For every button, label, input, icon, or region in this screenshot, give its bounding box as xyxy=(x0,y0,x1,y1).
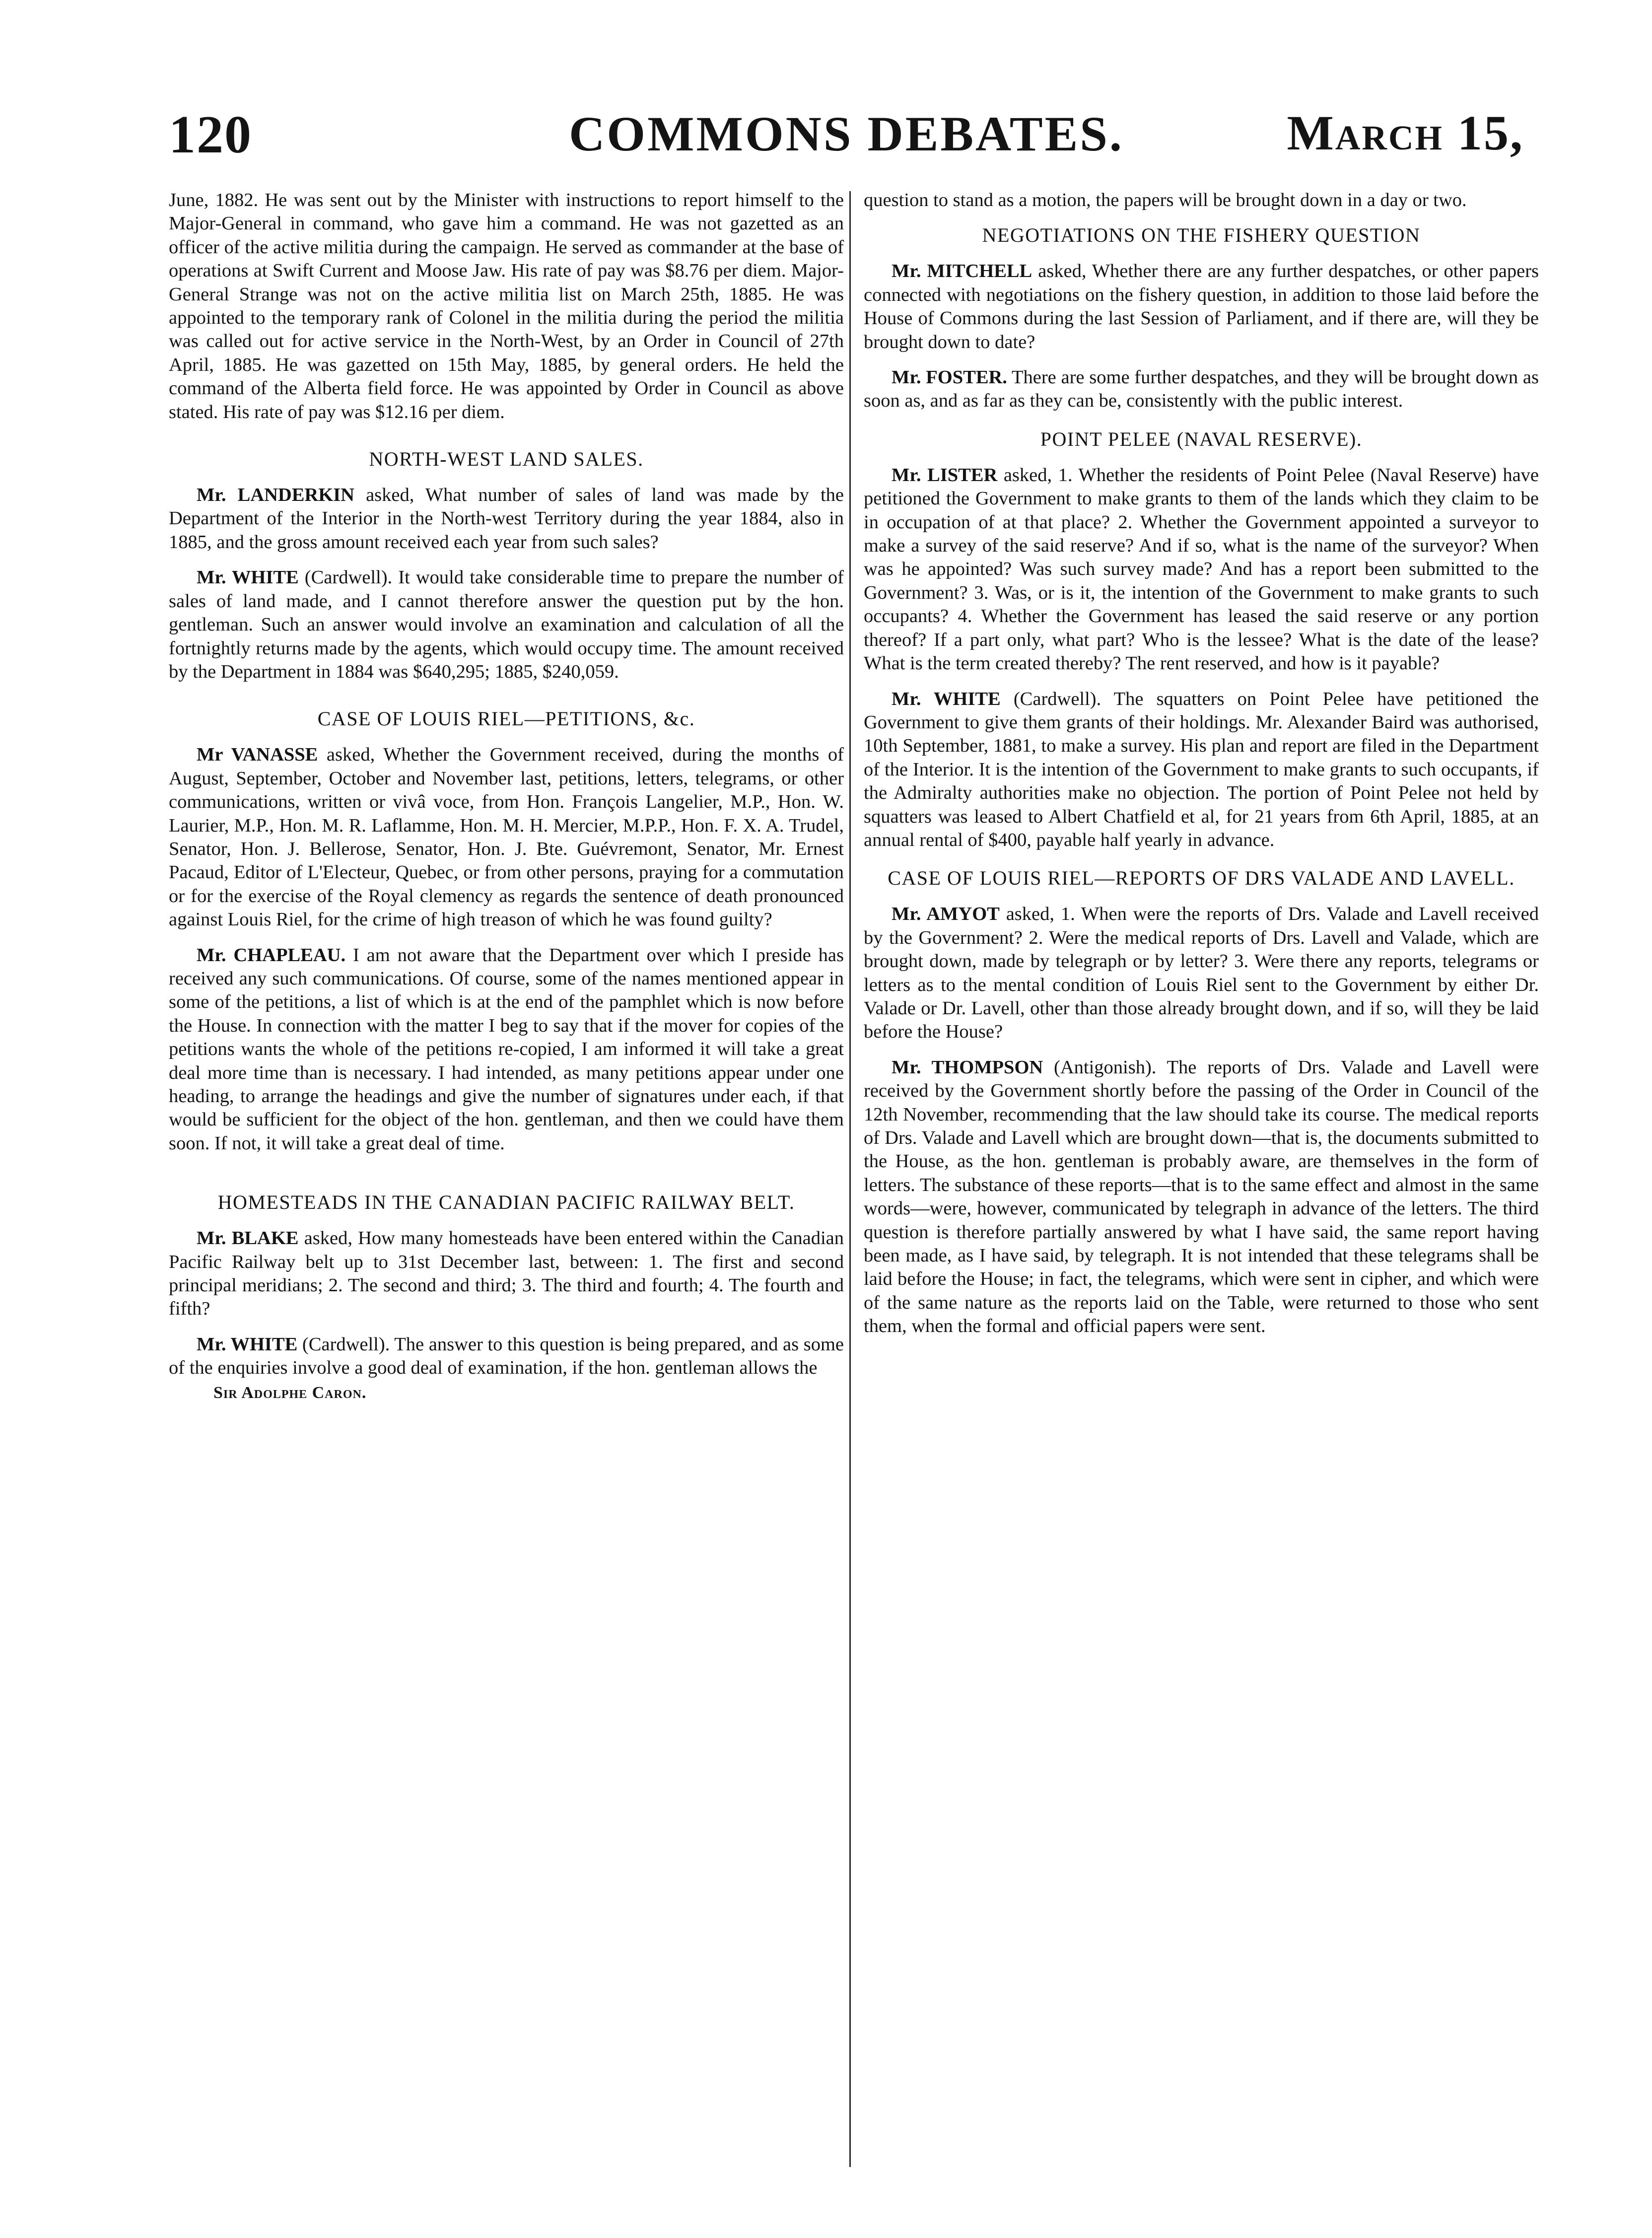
section-heading-point-pelee: POINT PELEE (NAVAL RESERVE). xyxy=(1040,427,1363,450)
speech-text: There are some further despatches, and they will be brought down as soon as, and as far as they can be, consistently with the public interest. xyxy=(864,367,1539,412)
question-paragraph xyxy=(864,464,1539,676)
running-date: March 15, xyxy=(1287,105,1524,160)
page-header xyxy=(169,104,1524,174)
speech-text: asked, Whether there are any further despatches, or other papers connected with negotiations on the fishery question, in addition to those laid before the House of Commons during the last Session of Parliament, and if there are, will they be brought down to date? xyxy=(864,261,1539,352)
speech-text: (Cardwell). The answer to this question is being prepared, and as some of the enquiries involve a good deal of examination, if the hon. gentleman allows the xyxy=(169,1333,844,1379)
speaker-name: Mr VANASSE xyxy=(197,744,318,766)
continued-paragraph: question to stand as a motion, the papers will be brought down in a day or two. xyxy=(864,190,1467,210)
answer-paragraph xyxy=(169,1333,844,1380)
speech-text: (Antigonish). The reports of Drs. Valade and Lavell were received by the Government shortly before the passing of the Order in Council of the 12th November, recommending that the law should take its course. The medical reports of Drs. Valade and Lavell which are brought down—that is, the documents submitted to the House, as the hon. gentleman is probably aware, are themselves in the form of letters. The substance of these reports—that is to the same effect and almost in the same words—were, however, communicated by telegraph in advance of the letters. The third question is therefore partially answered by what I have said, the same report having been made, as I have said, by telegraph. It is not intended that these telegrams shall be laid before the House; in fact, the telegrams, which were sent in cipher, and which were of the same nature as the reports laid on the Table, were returned to those who sent them, when the formal and official papers were sent. xyxy=(864,1056,1539,1337)
section-heading-riel-reports: CASE OF LOUIS RIEL—REPORTS OF DRS VALADE AND LAVELL. xyxy=(888,867,1515,890)
continued-paragraph: June, 1882. He was sent out by the Minister with instructions to report himself to the Major-General in command, who gave him a command. He was not gazetted as an officer of the active militia during the campaign. He served as commander at the base of operations at Swift Current and Moose Jaw. His rate of pay was $8.76 per diem. Major-General Strange was not on the active militia list on March 25th, 1885. He was appointed to the temporary rank of Colonel in the militia during the period the militia was called out for active service in the North-West, by an Order in Council of 27th April, 1885. He was gazetted on 15th May, 1885, by general orders. He held the command of the Alberta field force. He was appointed by Order in Council as above stated. His rate of pay was $12.16 per diem. xyxy=(169,190,844,422)
speech-text: (Cardwell). It would take considerable time to prepare the number of sales of land made, and I cannot therefore answer the question put by the hon. gentleman. Such an answer would involve an examination and calculation of all the fortnightly returns made by the agents, which would occupy time. The amount received by the Department in 1884 was $640,295; 1885, $240,059. xyxy=(169,567,844,682)
speaker-name: Mr. MITCHELL xyxy=(892,261,1032,282)
speaker-name: Mr. THOMPSON xyxy=(892,1056,1043,1078)
column-divider xyxy=(849,191,851,2167)
speaker-name: Mr. LISTER xyxy=(892,464,998,486)
answer-paragraph xyxy=(169,944,844,1156)
speaker-name: Mr. AMYOT xyxy=(892,904,1000,925)
question-paragraph xyxy=(169,1227,844,1321)
signoff: Sir Adolphe Caron. xyxy=(213,1383,367,1402)
answer-paragraph xyxy=(169,566,844,684)
speaker-name: Mr. BLAKE xyxy=(197,1228,299,1249)
speaker-name: Mr. WHITE xyxy=(892,688,1001,709)
question-paragraph xyxy=(864,903,1539,1044)
answer-paragraph xyxy=(864,688,1539,852)
speech-text: (Cardwell). The squatters on Point Pelee have petitioned the Government to give them grants of their holdings. Mr. Alexander Baird was authorised, 10th September, 1881, to make a survey. His plan and report are filed in the Department of the Interior. It is the intention of the Government to make grants to such occupants, if the Admiralty authorities make no objection. The portion of Point Pelee not held by squatters was leased to Albert Chatfield et al, for 21 years from 6th April, 1885, at an annual rental of $400, payable half yearly in advance. xyxy=(864,688,1539,850)
section-heading-homesteads: HOMESTEADS IN THE CANADIAN PACIFIC RAILWAY BELT. xyxy=(217,1191,795,1214)
question-paragraph xyxy=(864,260,1539,354)
speech-text: asked, What number of sales of land was made by the Department of the Interior in the North-west Territory during the year 1884, also in 1885, and the gross amount received each year from such sales? xyxy=(169,485,844,553)
speech-text: I am not aware that the Department over which I preside has received any such communications. Of course, some of the names mentioned appear in some of the petitions, a list of which is at the end of the pamphlet which is now before the House. In connection with the matter I beg to say that if the mover for copies of the petitions wants the whole of the petitions re-copied, I am informed it will take a great deal more time than is necessary. I had intended, as many petitions appear under one heading, to arrange the headings and give the number of signatures under each, if that would be sufficient for the object of the hon. gentleman, and then we could have them soon. If not, it will take a great deal of time. xyxy=(169,944,844,1154)
speaker-name: Mr. LANDERKIN xyxy=(197,485,354,506)
speech-text: asked, How many homesteads have been entered within the Canadian Pacific Railway belt up to 31st December last, between: 1. The first and second principal meridians; 2. The second and third; 3. The third and fourth; 4. The fourth and fifth? xyxy=(169,1228,844,1320)
section-heading-riel-petitions: CASE OF LOUIS RIEL—PETITIONS, &c. xyxy=(317,707,695,730)
speaker-name: Mr. CHAPLEAU. xyxy=(197,944,346,966)
question-paragraph xyxy=(169,743,844,931)
answer-paragraph xyxy=(864,1056,1539,1338)
speech-text: asked, Whether the Government received, during the months of August, September, October and November last, petitions, letters, telegrams, or other communications, written or vivâ voce, from Hon. François Langelier, M.P., Hon. W. Laurier, M.P., Hon. M. R. Laflamme, Hon. M. H. Mercier, M.P.P., Hon. F. X. A. Trudel, Senator, Hon. J. Bellerose, Senator, Hon. J. Bte. Guévremont, Senator, Mr. Ernest Pacaud, Editor of L'Electeur, Quebec, or from other persons, praying for a commutation or for the exercise of the Royal clemency as regards the sentence of death pronounced against Louis Riel, for the crime of high treason of which he was found guilty? xyxy=(169,744,844,930)
right-column xyxy=(864,189,1539,1338)
speaker-name: Mr. WHITE xyxy=(197,1333,298,1355)
answer-paragraph xyxy=(864,366,1539,413)
question-paragraph xyxy=(169,484,844,554)
page-number: 120 xyxy=(169,105,252,164)
speech-text: asked, 1. Whether the residents of Point Pelee (Naval Reserve) have petitioned the Government to make grants to them of the lands which they claim to be in occupation of at that place? 2. Whether the Government appointed a surveyor to make a survey of the said reserve? And if so, what is the name of the surveyor? When was he appointed? Was such survey made? And has a report been submitted to the Government? 3. Was, or is it, the intention of the Government to make grants to such occupants? 4. Whether the Government has leased the said reserve or any portion thereof? If a part only, what part? Who is the lessee? What is the date of the lease? What is the term created thereby? The rent reserved, and how is it payable? xyxy=(864,464,1539,674)
section-heading-land-sales: NORTH-WEST LAND SALES. xyxy=(369,448,644,471)
speaker-name: Mr. FOSTER. xyxy=(892,367,1007,388)
left-column xyxy=(169,189,844,1404)
speaker-name: Mr. WHITE xyxy=(197,567,299,588)
running-title: COMMONS DEBATES. xyxy=(569,106,1124,161)
section-heading-fishery: NEGOTIATIONS ON THE FISHERY QUESTION xyxy=(982,224,1421,247)
speech-text: asked, 1. When were the reports of Drs. Valade and Lavell received by the Government? 2. Were the medical reports of Drs. Lavell and Valade, which are brought down, made by telegraph or by letter? 3. Were there any reports, telegrams or letters as to the mental condition of Louis Riel sent to the Government by either Dr. Valade or Dr. Lavell, other than those already brought down, and if so, will they be laid before the House? xyxy=(864,904,1539,1043)
